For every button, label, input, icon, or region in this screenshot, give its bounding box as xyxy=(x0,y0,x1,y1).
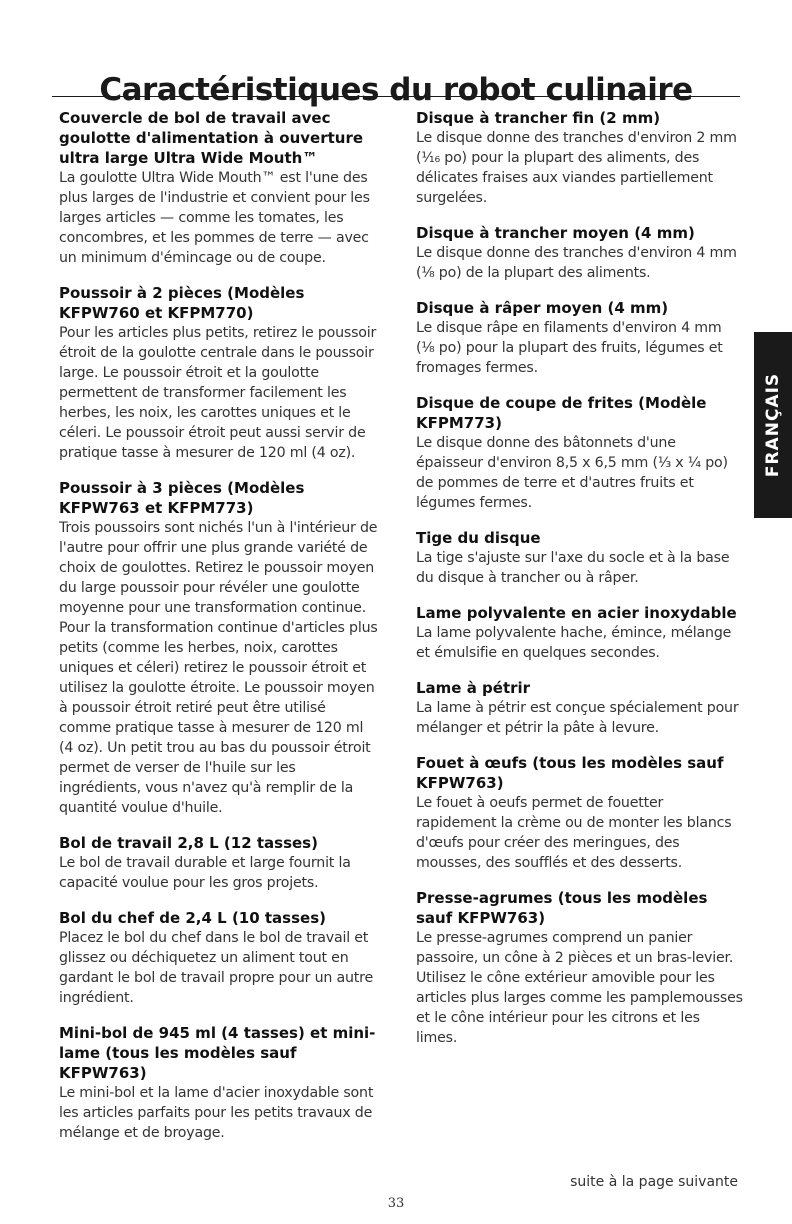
section-body: Placez le bol du chef dans le bol de travail et glissez ou déchiquetez un aliment tout en gardant le bol de travail propre pour un autre ingrédient. xyxy=(59,930,373,1006)
section-shredding-disc xyxy=(416,298,744,378)
section-heading: Presse-agrumes (tous les modèles sauf KFPW763) xyxy=(416,889,708,927)
page-number: 33 xyxy=(387,1196,405,1211)
title-divider xyxy=(52,96,740,97)
right-column xyxy=(416,108,744,1063)
section-heading: Disque à râper moyen (4 mm) xyxy=(416,299,669,317)
section-3-piece-pusher xyxy=(59,478,381,818)
section-heading: Bol du chef de 2,4 L (10 tasses) xyxy=(59,909,326,927)
section-body: La lame polyvalente hache, émince, mélange et émulsifie en quelques secondes. xyxy=(416,625,732,661)
section-heading: Bol de travail 2,8 L (12 tasses) xyxy=(59,834,318,852)
section-body: Le presse-agrumes comprend un panier passoire, un cône à 2 pièces et un bras-levier. Utilisez le cône extérieur amovible pour les articles plus larges comme les pamplemousses et le cône intérieur pour les citrons et les limes. xyxy=(416,930,743,1046)
language-tab xyxy=(754,332,792,518)
section-body: Le disque donne des tranches d'environ 2 mm (¹⁄₁₆ po) pour la plupart des aliments, des délicates fraises aux viandes partiellement surgelées. xyxy=(416,130,737,206)
section-citrus-press xyxy=(416,888,744,1048)
section-medium-slicing-disc xyxy=(416,223,744,283)
page-title: Caractéristiques du robot culinaire xyxy=(99,71,693,108)
section-heading: Disque à trancher fin (2 mm) xyxy=(416,109,661,127)
section-body: La lame à pétrir est conçue spécialement pour mélanger et pétrir la pâte à levure. xyxy=(416,700,739,736)
left-column xyxy=(59,108,381,1158)
section-egg-whip xyxy=(416,753,744,873)
section-chef-bowl xyxy=(59,908,381,1008)
section-heading: Fouet à œufs (tous les modèles sauf KFPW763) xyxy=(416,754,724,792)
section-thin-slicing-disc xyxy=(416,108,744,208)
section-body: Le disque donne des bâtonnets d'une épaisseur d'environ 8,5 x 6,5 mm (¹⁄₃ x ¹⁄₄ po) de pommes de terre et d'autres fruits et légumes fermes. xyxy=(416,435,728,511)
section-dough-blade xyxy=(416,678,744,738)
section-body: La tige s'ajuste sur l'axe du socle et à la base du disque à trancher ou à râper. xyxy=(416,550,730,586)
section-heading: Disque de coupe de frites (Modèle KFPM773) xyxy=(416,394,707,432)
section-body: Le bol de travail durable et large fournit la capacité voulue pour les gros projets. xyxy=(59,855,351,891)
section-heading: Couvercle de bol de travail avec goulotte d'alimentation à ouverture ultra large Ultra Wide Mouth™ xyxy=(59,109,364,167)
section-body: La goulotte Ultra Wide Mouth™ est l'une des plus larges de l'industrie et convient pour les larges articles — comme les tomates, les concombres, et les pommes de terre — avec un minimum d'émincage ou de coupe. xyxy=(59,170,370,266)
section-heading: Tige du disque xyxy=(416,529,541,547)
section-body: Le fouet à oeufs permet de fouetter rapidement la crème ou de monter les blancs d'œufs pour créer des meringues, des mousses, des soufflés et des desserts. xyxy=(416,795,732,871)
section-heading: Lame polyvalente en acier inoxydable xyxy=(416,604,737,622)
section-multipurpose-blade xyxy=(416,603,744,663)
language-tab-label: FRANÇAIS xyxy=(763,372,783,478)
section-2-piece-pusher xyxy=(59,283,381,463)
section-heading: Lame à pétrir xyxy=(416,679,531,697)
section-work-bowl-lid xyxy=(59,108,381,268)
section-heading: Poussoir à 2 pièces (Modèles KFPW760 et KFPM770) xyxy=(59,284,305,322)
continued-note: suite à la page suivante xyxy=(570,1174,738,1190)
section-disc-stem xyxy=(416,528,744,588)
section-heading: Disque à trancher moyen (4 mm) xyxy=(416,224,695,242)
section-body: Trois poussoirs sont nichés l'un à l'intérieur de l'autre pour offrir une plus grande variété de choix de goulottes. Retirez le poussoir moyen du large poussoir pour révéler une goulotte moyenne pour une transformation continue. Pour la transformation continue d'articles plus petits (comme les herbes, noix, carottes uniques et céleri) retirez le poussoir étroit et utilisez la goulotte étroite. Le poussoir moyen à poussoir étroit retiré peut être utilisé comme pratique tasse à mesurer de 120 ml (4 oz). Un petit trou au bas du poussoir étroit permet de verser de l'huile sur les ingrédients, vous n'avez qu'à remplir de la quantité voulue d'huile. xyxy=(59,520,378,816)
section-mini-bowl xyxy=(59,1023,381,1143)
section-work-bowl xyxy=(59,833,381,893)
section-body: Le disque donne des tranches d'environ 4 mm (¹⁄₈ po) de la plupart des aliments. xyxy=(416,245,737,281)
section-body: Le disque râpe en filaments d'environ 4 mm (¹⁄₈ po) pour la plupart des fruits, légumes et fromages fermes. xyxy=(416,320,723,376)
section-body: Le mini-bol et la lame d'acier inoxydable sont les articles parfaits pour les petits travaux de mélange et de broyage. xyxy=(59,1085,374,1141)
section-french-fry-disc xyxy=(416,393,744,513)
section-body: Pour les articles plus petits, retirez le poussoir étroit de la goulotte centrale dans le poussoir large. Le poussoir étroit et la goulotte permettent de transformer facilement les herbes, les noix, les carottes uniques et le céleri. Le poussoir étroit peut aussi servir de pratique tasse à mesurer de 120 ml (4 oz). xyxy=(59,325,377,461)
section-heading: Mini-bol de 945 ml (4 tasses) et mini-lame (tous les modèles sauf KFPW763) xyxy=(59,1024,376,1082)
section-heading: Poussoir à 3 pièces (Modèles KFPW763 et KFPM773) xyxy=(59,479,305,517)
